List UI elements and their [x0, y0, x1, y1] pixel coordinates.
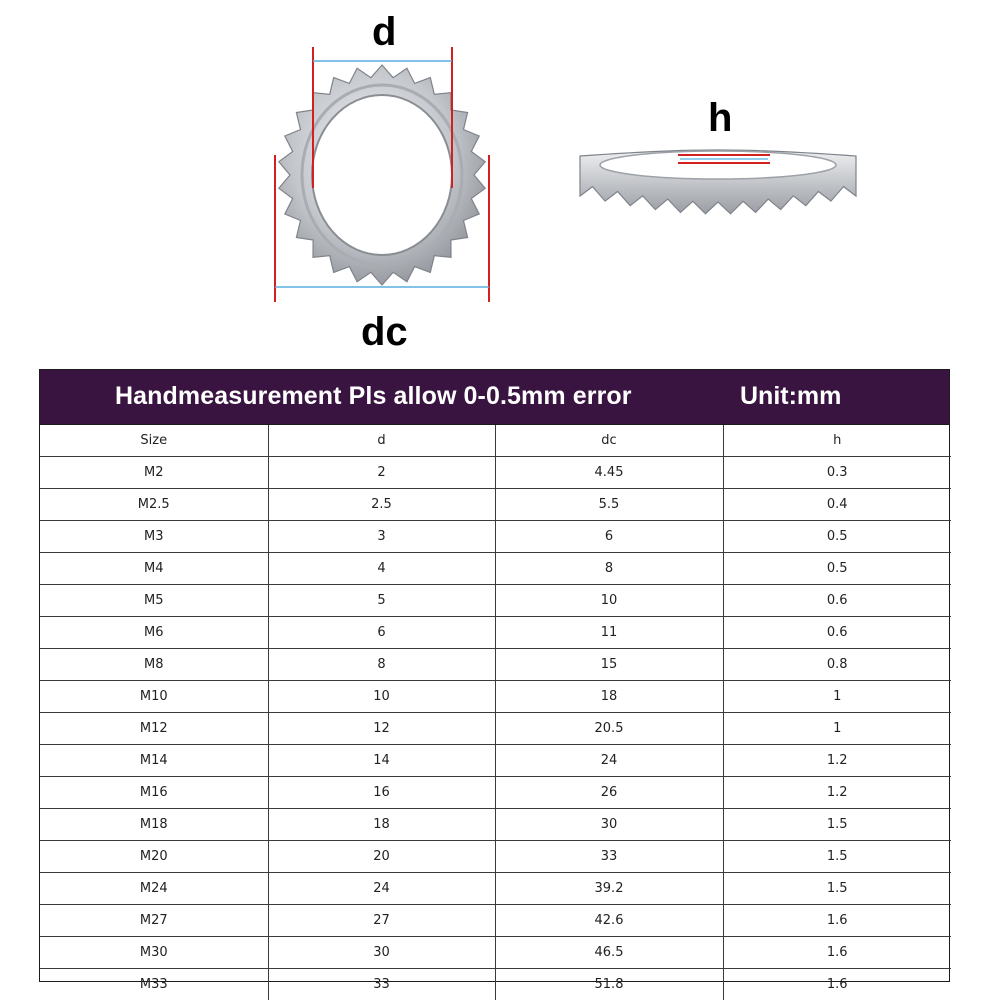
cell-d: 4	[268, 553, 495, 585]
table-row	[40, 521, 951, 553]
cell-size: M20	[40, 841, 268, 873]
cell-d: 16	[268, 777, 495, 809]
table-row	[40, 457, 951, 489]
cell-d: 18	[268, 809, 495, 841]
cell-d: 12	[268, 713, 495, 745]
cell-dc: 30	[495, 809, 723, 841]
cell-h: 0.3	[723, 457, 951, 489]
header-size: Size	[40, 425, 268, 457]
cell-d: 27	[268, 905, 495, 937]
cell-h: 1	[723, 681, 951, 713]
table-title: Handmeasurement Pls allow 0-0.5mm error	[115, 382, 632, 410]
cell-h: 1.2	[723, 745, 951, 777]
cell-size: M8	[40, 649, 268, 681]
cell-dc: 11	[495, 617, 723, 649]
cell-dc: 39.2	[495, 873, 723, 905]
table-banner	[40, 370, 949, 425]
cell-size: M4	[40, 553, 268, 585]
cell-h: 1.6	[723, 937, 951, 969]
table-row	[40, 745, 951, 777]
cell-h: 0.8	[723, 649, 951, 681]
header-d: d	[268, 425, 495, 457]
cell-d: 3	[268, 521, 495, 553]
front-view-washer	[279, 65, 485, 285]
table-unit: Unit:mm	[740, 382, 842, 410]
cell-d: 10	[268, 681, 495, 713]
cell-size: M16	[40, 777, 268, 809]
washer-illustration	[0, 0, 1000, 365]
cell-dc: 20.5	[495, 713, 723, 745]
cell-h: 1.6	[723, 969, 951, 1000]
cell-d: 5	[268, 585, 495, 617]
cell-h: 1.5	[723, 841, 951, 873]
spec-table	[40, 425, 951, 1000]
cell-dc: 26	[495, 777, 723, 809]
table-row	[40, 649, 951, 681]
cell-size: M14	[40, 745, 268, 777]
table-row	[40, 969, 951, 1000]
table-row	[40, 585, 951, 617]
cell-dc: 5.5	[495, 489, 723, 521]
size-table	[39, 369, 950, 992]
cell-size: M5	[40, 585, 268, 617]
cell-h: 1.5	[723, 873, 951, 905]
cell-dc: 33	[495, 841, 723, 873]
table-row	[40, 937, 951, 969]
table-row	[40, 777, 951, 809]
cell-d: 20	[268, 841, 495, 873]
label-h: h	[708, 96, 733, 140]
cell-size: M18	[40, 809, 268, 841]
cell-d: 14	[268, 745, 495, 777]
table-row	[40, 841, 951, 873]
cell-h: 1.5	[723, 809, 951, 841]
label-d: d	[372, 10, 397, 54]
cell-d: 2.5	[268, 489, 495, 521]
cell-size: M30	[40, 937, 268, 969]
cell-dc: 15	[495, 649, 723, 681]
cell-dc: 18	[495, 681, 723, 713]
cell-dc: 8	[495, 553, 723, 585]
header-h: h	[723, 425, 951, 457]
cell-d: 8	[268, 649, 495, 681]
cell-h: 1.2	[723, 777, 951, 809]
table-row	[40, 617, 951, 649]
label-dc: dc	[361, 310, 408, 354]
cell-h: 0.4	[723, 489, 951, 521]
cell-size: M24	[40, 873, 268, 905]
cell-size: M10	[40, 681, 268, 713]
table-row	[40, 681, 951, 713]
cell-dc: 10	[495, 585, 723, 617]
cell-d: 33	[268, 969, 495, 1000]
cell-size: M2	[40, 457, 268, 489]
cell-size: M33	[40, 969, 268, 1000]
cell-dc: 24	[495, 745, 723, 777]
cell-dc: 46.5	[495, 937, 723, 969]
table-row	[40, 809, 951, 841]
cell-dc: 51.8	[495, 969, 723, 1000]
header-dc: dc	[495, 425, 723, 457]
cell-size: M3	[40, 521, 268, 553]
washer-diagram	[0, 0, 1000, 365]
cell-size: M6	[40, 617, 268, 649]
cell-h: 0.5	[723, 553, 951, 585]
cell-dc: 4.45	[495, 457, 723, 489]
header-row	[40, 425, 951, 457]
cell-h: 1	[723, 713, 951, 745]
cell-h: 1.6	[723, 905, 951, 937]
cell-dc: 6	[495, 521, 723, 553]
cell-d: 6	[268, 617, 495, 649]
cell-d: 2	[268, 457, 495, 489]
cell-d: 24	[268, 873, 495, 905]
cell-size: M12	[40, 713, 268, 745]
cell-h: 0.6	[723, 585, 951, 617]
table-row	[40, 905, 951, 937]
cell-d: 30	[268, 937, 495, 969]
table-row	[40, 873, 951, 905]
table-row	[40, 489, 951, 521]
cell-h: 0.5	[723, 521, 951, 553]
cell-h: 0.6	[723, 617, 951, 649]
cell-dc: 42.6	[495, 905, 723, 937]
cell-size: M27	[40, 905, 268, 937]
cell-size: M2.5	[40, 489, 268, 521]
table-row	[40, 713, 951, 745]
table-row	[40, 553, 951, 585]
